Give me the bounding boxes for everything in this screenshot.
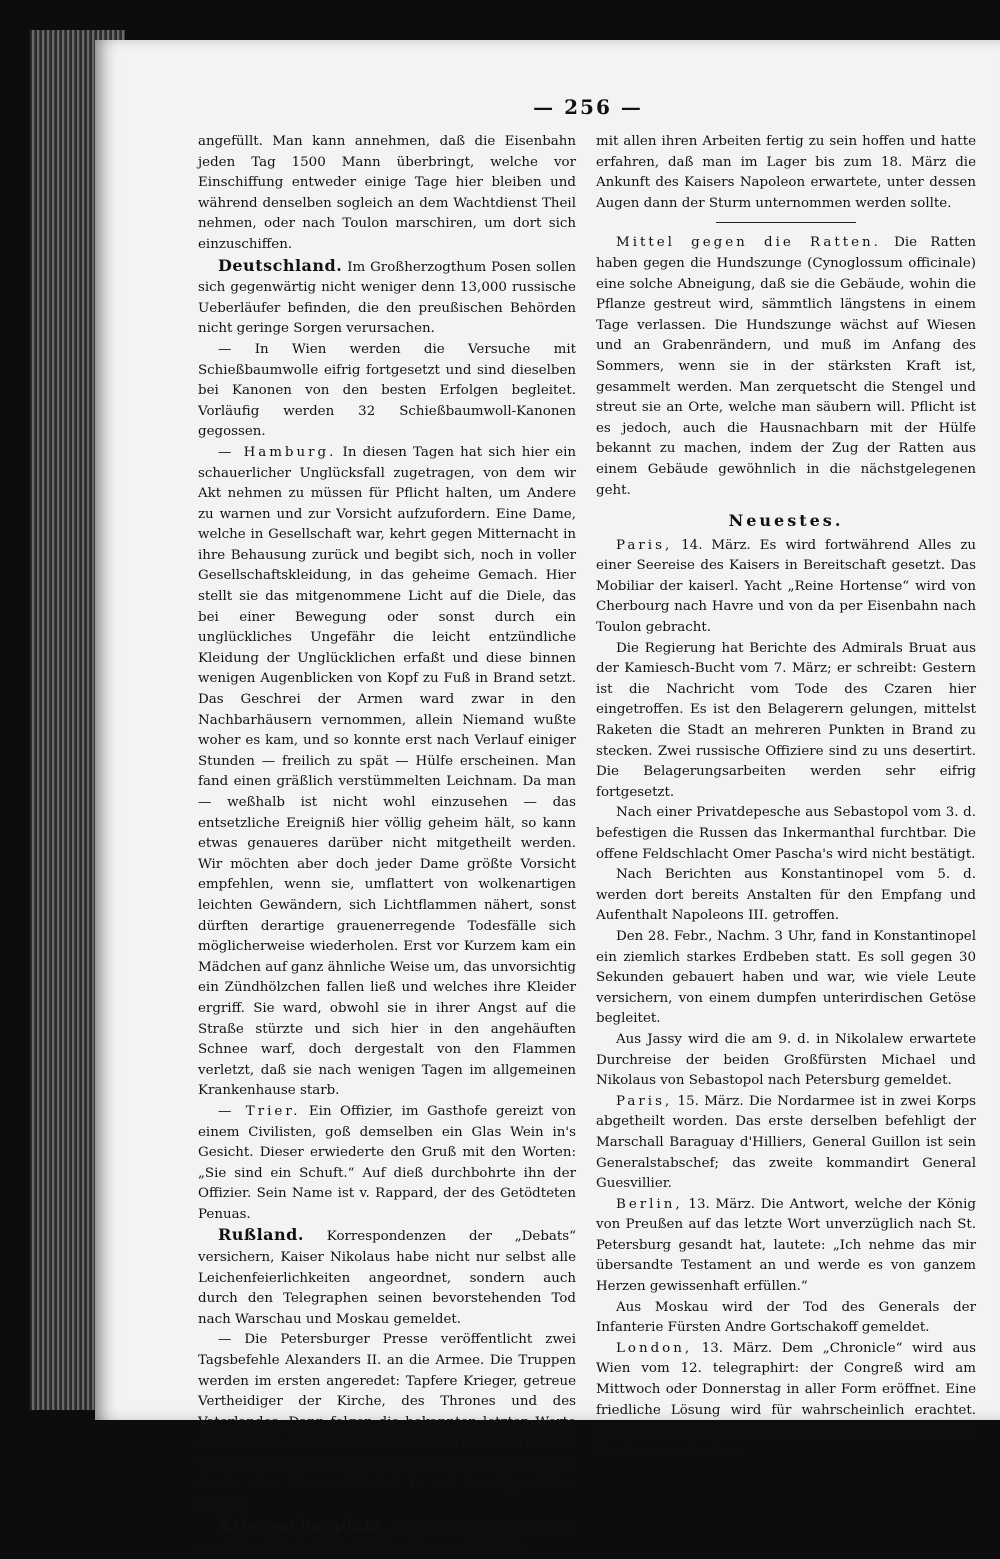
section-heading-kriegsschauplatz: Kriegsschauplatz.: [218, 1515, 388, 1535]
paris14-lead: Paris,: [616, 537, 673, 553]
right-paragraph-ratten: [596, 233, 976, 501]
section-heading-deutschland: Deutschland.: [218, 255, 343, 275]
paris14-text: 14. März. Es wird fortwährend Alles zu einer Seereise des Kaisers in Bereitschaft gesetzt. Das Mobiliar der kaiserl. Yacht „Reine Hortense“ wird von Cherbourg nach Havre und von da per Eisenbahn nach Toulon gebracht.: [596, 537, 976, 636]
left-paragraph-russland: [198, 1225, 576, 1330]
right-paragraph-paris15: [596, 1092, 976, 1195]
left-column: [198, 132, 576, 1559]
right-paragraph-erdbeben: Den 28. Febr., Nachm. 3 Uhr, fand in Konstantinopel ein ziemlich starkes Erdbeben statt. Es soll gegen 30 Sekunden gebauert haben und war, wie viele Leute versichern, von einem dumpfen unterirdischen Getöse begleitet.: [596, 928, 976, 1027]
left-paragraph-petersburg: — Die Petersburger Presse veröffentlicht zwei Tagsbefehle Alexanders II. an die Armee. Die Truppen werden im ersten angeredet: Tapfere Krieger, getreue Vertheidiger der Kirche, des Thrones und des Vaterlandes. Dann folgen die bekannten letzten Worte des Kaisers. Der zweite setzt die Garde als Erbin der von Nikolaus getragenen Uniform ein. Auch sollen alle Grade den Namen Nikolai I. auf den Epauletten tragen.: [198, 1332, 576, 1513]
right-paragraph-moskau: Aus Moskau wird der Tod des Generals der Infanterie Fürsten Andre Gortschakoff gemeldet.: [596, 1299, 976, 1336]
trier-lead: — Trier.: [218, 1103, 301, 1119]
russland-text: Korrespondenzen der „Debats“ versichern, Kaiser Nikolaus habe nicht nur selbst alle Leichenfeierlichkeiten angeordnet, sondern auch durch den Telegraphen seinen bevorstehenden Tod nach Warschau und Moskau gemeldet.: [198, 1229, 576, 1327]
ratten-text: Die Ratten haben gegen die Hundszunge (Cynoglossum officinale) eine solche Abneigung, daß sie die Gebäude, wohin die Pflanze gestreut wird, sämmtlich längstens in einem Tage verlassen. Die Hundszunge wächst auf Wiesen und an Grabenrändern, und muß im Anfang des Sommers, wenn sie in der stärksten Kraft ist, gesammelt werden. Man zerquetscht die Stengel und streut sie an Orte, welche man säubern will. Pflicht ist es jedoch, auch die Hausnachbarn mit der Hülfe bekannt zu machen, indem der Zug der Ratten aus einem Gebäude gewöhnlich in die nächstgelegenen geht.: [596, 235, 977, 498]
page-number: — 256 —: [533, 95, 643, 119]
deutschland-text: Im Großherzogthum Posen sollen sich gegenwärtig nicht weniger denn 13,000 russische Ueberläufer befinden, die den preußischen Behörden nicht geringe Sorgen verursachen.: [198, 259, 576, 337]
right-column: [596, 132, 976, 1462]
left-paragraph-kriegsschauplatz: [198, 1516, 576, 1559]
paris15-lead: Paris,: [616, 1093, 673, 1109]
ratten-lead: Mittel gegen die Ratten.: [616, 235, 881, 251]
right-paragraph-konstantinopel: Nach Berichten aus Konstantinopel vom 5. d. werden dort bereits Anstalten für den Empfang und Aufenthalt Napoleons III. getroffen.: [596, 867, 976, 924]
right-paragraph-jassy: Aus Jassy wird die am 9. d. in Nikolalew erwartete Durchreise der beiden Großfürsten Michael und Nikolaus von Sebastopol nach Petersburg gemeldet.: [596, 1031, 976, 1089]
wien-lead: — In Wien: [218, 341, 327, 357]
right-paragraph-berlin: [596, 1195, 976, 1298]
berlin-text: 13. März. Die Antwort, welche der König von Preußen auf das letzte Wort unverzüglich nach St. Petersburg gesandt hat, lautete: „Ich nehme das mir übersandte Testament an und werde es von ganzem Herzen gewissenhaft erfüllen.“: [596, 1196, 976, 1295]
left-paragraph-wien: [198, 340, 576, 443]
paris15-text: 15. März. Die Nordarmee ist in zwei Korps abgetheilt worden. Das erste derselben befehligt der Marschall Baraguay d'Hilliers, General Guillon ist sein Generalstabschef; das zweite kommandirt General Guesvillier.: [596, 1093, 976, 1192]
right-paragraph-continuation: mit allen ihren Arbeiten fertig zu sein hoffen und hatte erfahren, daß man im Lager bis zum 18. März die Ankunft des Kaisers Napoleon erwartete, unter dessen Augen dann der Sturm unternommen werden sollte.: [596, 134, 976, 211]
hamburg-text: In diesen Tagen hat sich hier ein schauerlicher Unglücksfall zugetragen, von dem wir Akt nehmen zu müssen für Pflicht halten, um Andere zu warnen und zur Vorsicht aufzufordern. Eine Dame, welche in Gesellschaft war, kehrt gegen Mitternacht in ihre Behausung zurück und begibt sich, noch in voller Gesellschaftskleidung, in das geheime Gemach. Hier stellt sie das mitgenommene Licht auf die Diele, das bei einer Bewegung oder sonst durch ein unglückliches Ungefähr die leicht entzündliche Kleidung der Unglücklichen erfaßt und diese binnen wenigen Augenblicken von Kopf zu Fuß in Brand setzt. Das Geschrei der Armen ward zwar in den Nachbarhäusern vernommen, allein Niemand wußte woher es kam, und so konnte erst nach Verlauf einiger Stunden — freilich zu spät — Hülfe erscheinen. Man fand einen gräßlich verstümmelten Leichnam. Da man — weßhalb ist nicht wohl einzusehen — das entsetzliche Ereigniß hier völlig geheim hält, so kann etwas genaueres darüber nicht mitgetheilt werden. Wir möchten aber doch jeder Dame größte Vorsicht empfehlen, wenn sie, umflattert von wolkenartigen leichten Gewändern, sich Lichtflammen nähert, sonst dürften derartige grauenerregende Todesfälle sich möglicherweise wiederholen. Erst vor Kurzem kam ein Mädchen auf ganz ähnliche Weise um, das unvorsichtig ein Zündhölzchen fallen ließ und welches ihre Kleider ergriff. Sie ward, obwohl sie in ihrer Angst auf die Straße stürzte und sich hier in den angehäuften Schnee warf, doch dergestalt von den Flammen verletzt, daß sie nach wenigen Tagen im allgemeinen Krankenhause starb.: [198, 444, 577, 1099]
wien-text: werden die Versuche mit Schießbaumwolle eifrig fortgesetzt und sind dieselben bei Kanonen von den besten Erfolgen begleitet. Vorläufig werden 32 Schießbaumwoll-Kanonen gegossen.: [198, 341, 576, 440]
london-text: 13. März. Dem „Chronicle“ wird aus Wien vom 12. telegraphirt: der Congreß wird am Mittwoch oder Donnerstag in aller Form eröffnet. Eine friedliche Lösung wird für wahrscheinlich erachtet. Graf Alvensleben wird wahrscheinlich Preußen bei der Conferenz vertreten.: [596, 1340, 976, 1459]
berlin-lead: Berlin,: [616, 1196, 683, 1212]
left-paragraph-trier: [198, 1102, 576, 1226]
right-paragraph-london: [596, 1339, 976, 1463]
section-heading-neuestes: Neuestes.: [728, 511, 844, 531]
right-paragraph-paris14: [596, 536, 976, 639]
hamburg-lead: — Hamburg.: [218, 444, 337, 460]
left-paragraph-intro: angefüllt. Man kann annehmen, daß die Eisenbahn jeden Tag 1500 Mann überbringt, welche vor Einschiffung entweder einige Tage hier bleiben und während denselben sogleich an dem Wachtdienst Theil nehmen, oder nach Toulon marschiren, um dort sich einzuschiffen.: [198, 134, 576, 252]
london-lead: London,: [616, 1340, 693, 1356]
trier-text: Ein Offizier, im Gasthofe gereizt von einem Civilisten, goß demselben ein Glas Wein in's Gesicht. Dieser erwiederte den Gruß mit den Worten: „Sie sind ein Schuft.“ Auf dieß durchbohrte ihn der Offizier. Sein Name ist v. Rappard, der des Getödteten Penuas.: [198, 1103, 577, 1222]
right-paragraph-sebastopol: Nach einer Privatdepesche aus Sebastopol vom 3. d. befestigen die Russen das Inkermanthal furchtbar. Die offene Feldschlacht Omer Pascha's wird nicht bestätigt.: [596, 805, 976, 862]
left-paragraph-hamburg: [198, 443, 576, 1102]
right-paragraph-regierung: Die Regierung hat Berichte des Admirals Bruat aus der Kamiesch-Bucht vom 7. März; er schreibt: Gestern ist die Nachricht vom Tode des Czaren hier eingetroffen. Es ist den Belagerern gelungen, mittelst Raketen die Stadt an mehreren Punkten in Brand zu stecken. Zwei russische Offiziere sind zu uns desertirt. Die Belagerungsarbeiten werden sehr eifrig fortgesetzt.: [596, 640, 976, 800]
section-heading-russland: Rußland.: [218, 1225, 304, 1245]
left-paragraph-deutschland: [198, 256, 576, 340]
section-divider: [716, 222, 856, 223]
kriegsschauplatz-text: Aus Odessa schreibt man vom 26. v. M., daß die Alliirten bis zum 24. März: [198, 1519, 576, 1556]
